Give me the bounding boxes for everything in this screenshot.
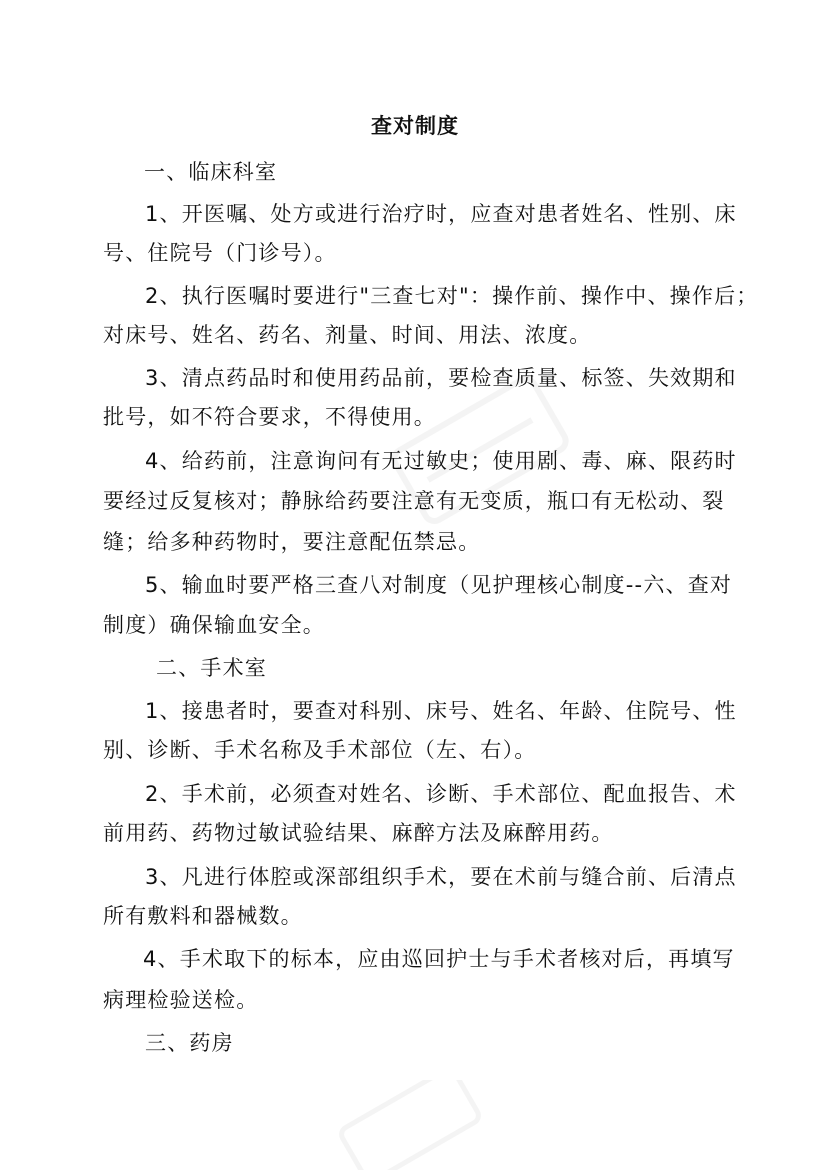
paragraph-line: 5、输血时要严格三查八对制度（见护理核心制度--六、查对 [145, 573, 733, 597]
section-heading-clinical: 一、临床科室 [144, 160, 278, 184]
paragraph-line: 4、给药前，注意询问有无过敏史；使用剧、毒、麻、限药时 [145, 449, 737, 473]
page-title: 查对制度 [371, 114, 459, 138]
section-heading-pharmacy: 三、药房 [145, 1031, 234, 1055]
paragraph-line: 4、手术取下的标本，应由巡回护士与手术者核对后，再填写 [143, 947, 735, 971]
watermark-stamp-icon-bottom [330, 1080, 490, 1170]
paragraph-line: 前用药、药物过敏试验结果、麻醉方法及麻醉用药。 [103, 821, 614, 845]
paragraph-line: 号、住院号（门诊号）。 [103, 241, 337, 265]
paragraph-line: 缝；给多种药物时，要注意配伍禁忌。 [103, 530, 481, 554]
paragraph-line: 1、接患者时，要查对科别、床号、姓名、年龄、住院号、性 [145, 699, 737, 723]
paragraph-line: 2、手术前，必须查对姓名、诊断、手术部位、配血报告、术 [145, 782, 737, 806]
paragraph-line: 2、执行医嘱时要进行"三查七对"：操作前、操作中、操作后； [145, 284, 759, 308]
paragraph-line: 要经过反复核对；静脉给药要注意有无变质，瓶口有无松动、裂 [103, 489, 725, 513]
paragraph-line: 所有敷料和器械数。 [103, 904, 303, 928]
paragraph-line: 对床号、姓名、药名、剂量、时间、用法、浓度。 [103, 323, 592, 347]
paragraph-line: 3、凡进行体腔或深部组织手术，要在术前与缝合前、后清点 [145, 865, 737, 889]
paragraph-line: 别、诊断、手术名称及手术部位（左、右）。 [103, 738, 537, 762]
section-heading-operating-room: 二、手术室 [156, 656, 267, 680]
paragraph-line: 3、清点药品时和使用药品前，要检查质量、标签、失效期和 [145, 366, 737, 390]
paragraph-line: 批号，如不符合要求，不得使用。 [103, 405, 436, 429]
paragraph-line: 制度）确保输血安全。 [103, 613, 325, 637]
paragraph-line: 病理检验送检。 [103, 988, 259, 1012]
paragraph-line: 1、开医嘱、处方或进行治疗时，应查对患者姓名、性别、床 [145, 202, 737, 226]
